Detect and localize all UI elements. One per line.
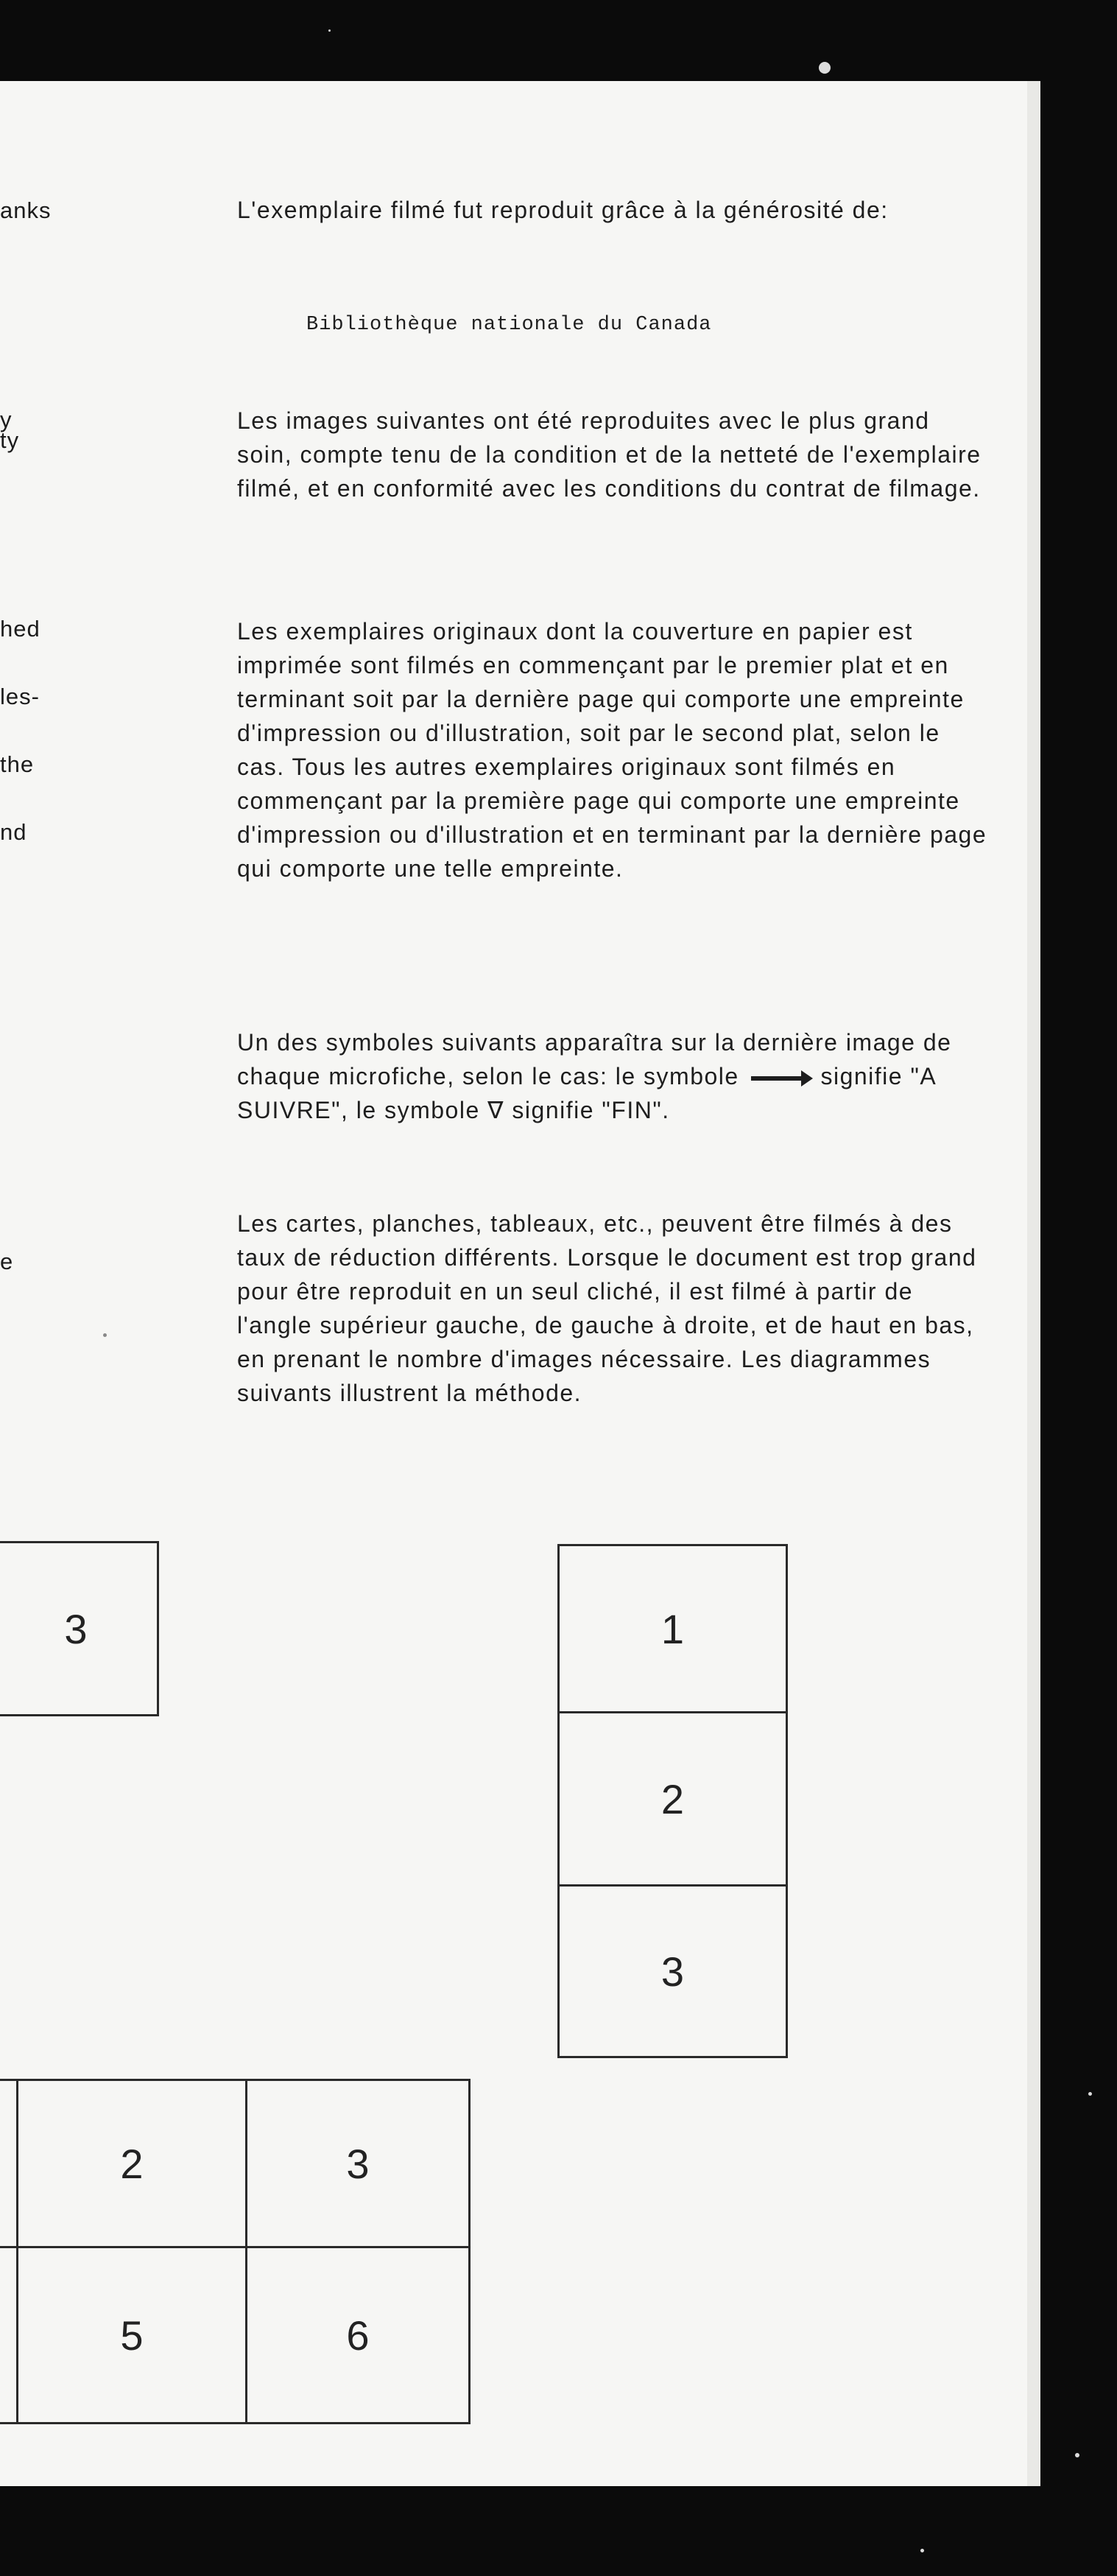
- paragraph-maps-text: Les cartes, planches, tableaux, etc., peuvent être filmés à des taux de réduction différents. Lorsque le document est trop grand pour être reproduit en un seul cliché, il est filmé à partir de l'angle supérieur gauche, de gauche à droite, et de haut en bas, en prenant le nombre d'images nécessaire. Les diagrammes suivants illustrent la méthode.: [237, 1210, 977, 1406]
- paragraph-originals-text: Les exemplaires originaux dont la couverture en papier est imprimée sont filmés en commençant par le premier plat et en terminant soit par la dernière page qui comporte une empreinte d'impression ou d'illustration, soit par le second plat, selon le cas. Tous les autres exemplaires originaux sont filmés en commençant par la première page qui comporte une empreinte d'impression ou d'illustration et en terminant par la dernière page qui comporte une telle empreinte.: [237, 618, 987, 882]
- clipped-text-2: y: [0, 407, 13, 432]
- paragraph-symbols: [237, 1025, 988, 1127]
- clipped-text-8: e: [0, 1249, 14, 1274]
- film-speck: [819, 62, 831, 74]
- diagram-grid-box-5: 5: [16, 2246, 247, 2424]
- clipped-text-4: hed: [0, 616, 40, 642]
- paragraph-conditions: [237, 404, 988, 505]
- paragraph-maps: [237, 1207, 988, 1410]
- film-speck: [103, 1333, 107, 1337]
- page-edge: [1027, 81, 1040, 2486]
- paragraph-symbols-text: [237, 1025, 988, 1127]
- film-speck: [1075, 2453, 1079, 2457]
- film-speck: [920, 2549, 924, 2552]
- diagram-grid-box-6: 6: [245, 2246, 471, 2424]
- diagram-row-box-3: 3: [0, 1541, 159, 1716]
- clipped-text-7: nd: [0, 819, 27, 845]
- credit-intro-text: L'exemplaire filmé fut reproduit grâce à la générosité de:: [237, 197, 889, 223]
- diagram-column-box-2: 2: [557, 1711, 788, 1887]
- clipped-text-6: the: [0, 751, 35, 777]
- credit-institution: Bibliothèque nationale du Canada: [306, 314, 712, 336]
- diagram-grid-box-2: 2: [16, 2079, 247, 2248]
- diagram-column-box-1: 1: [557, 1544, 788, 1713]
- film-speck: [328, 29, 331, 32]
- diagram-grid-box-3: 3: [245, 2079, 471, 2248]
- symbols-text-2: signifie "A SUIVRE", le symbole ∇ signifie "FIN".: [237, 1063, 936, 1123]
- film-speck: [1088, 2092, 1092, 2096]
- symbols-text-1: Un des symboles suivants apparaîtra sur la dernière image de chaque microfiche, selon le cas: le symbole: [237, 1029, 952, 1089]
- credit-intro: [237, 193, 988, 227]
- clipped-text-3: ty: [0, 427, 20, 453]
- clipped-text-1: anks: [0, 197, 52, 223]
- arrow-symbol-icon: [751, 1076, 808, 1081]
- paragraph-conditions-text: Les images suivantes ont été reproduites avec le plus grand soin, compte tenu de la condition et de la netteté de l'exemplaire filmé, et en conformité avec les conditions du contrat de filmage.: [237, 407, 982, 502]
- clipped-text-5: les-: [0, 684, 40, 709]
- paragraph-originals: [237, 614, 988, 885]
- diagram-column-box-3: 3: [557, 1884, 788, 2058]
